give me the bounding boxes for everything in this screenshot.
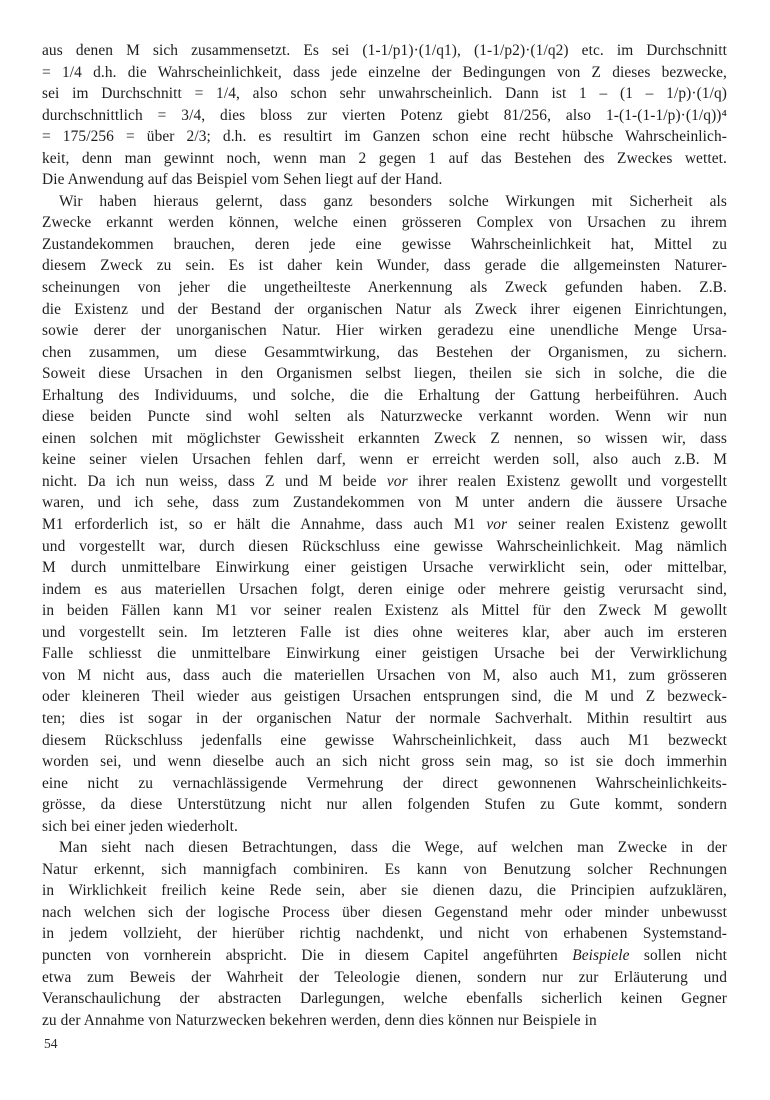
text-line [42,126,727,148]
text-line [42,406,727,428]
text-segment: und vorgestellt war, durch diesen Rückschluss eine gewisse Wahrscheinlichkeit. Mag nämlich [42,537,727,555]
text-line [42,837,727,859]
text-line [42,255,727,277]
text-line [42,730,727,752]
text-line [42,320,727,342]
text-segment: seiner realen Existenz gewollt [507,516,727,534]
text-segment: M1 erforderlich ist, so er hält die Annahme, dass auch M1 [42,516,487,534]
text-line [42,945,727,967]
text-segment: nicht. Da ich nun weiss, dass Z und M beide [42,472,387,490]
text-line [42,557,727,579]
emphasized-text: vor [486,516,508,534]
text-line [42,665,727,687]
text-line [42,536,727,558]
text-line [42,859,727,881]
text-segment: keit, denn man gewinnt noch, wenn man 2 gegen 1 auf das Bestehen des Zweckes wettet. [42,149,727,167]
text-line [42,686,727,708]
page-number: 54 [44,1036,58,1051]
body-text [42,40,727,1031]
text-segment: sei im Durchschnitt = 1/4, also schon sehr unwahrscheinlich. Dann ist 1 – (1 – 1/p)·(1/q) [42,85,727,103]
text-line [42,579,727,601]
text-segment: indem es aus materiellen Ursachen folgt, deren einige oder mehrere geistig verursacht sind, [42,580,727,598]
text-line [42,363,727,385]
text-segment: nach welchen sich der logische Process über diesen Gegenstand mehr oder minder unbewusst [42,903,727,921]
text-line [42,277,727,299]
text-segment: Zustandekommen brauchen, deren jede eine gewisse Wahrscheinlichkeit hat, Mittel zu [42,235,727,253]
text-line [42,449,727,471]
text-segment: = 1/4 d.h. die Wahrscheinlichkeit, dass jede einzelne der Bedingungen von Z dieses bezwecke, [42,63,727,81]
text-segment: diesem Zweck zu sein. Es ist daher kein Wunder, dass gerade die allgemeinsten Naturer- [42,257,727,275]
text-segment: sollen nicht [629,946,727,964]
paragraph [42,837,727,1031]
text-segment: eine nicht zu vernachlässigende Vermehrung der direct gewonnenen Wahrscheinlichkeits- [42,774,727,792]
text-line [42,234,727,256]
text-line [42,428,727,450]
text-segment: waren, und ich sehe, dass zum Zustandekommen von M unter andern die äussere Ursache [42,494,727,512]
text-segment: worden sei, und wenn dieselbe auch an sich nicht gross sein mag, so ist sie doch immerhin [42,753,727,771]
text-segment: in beiden Fällen kann M1 vor seiner realen Existenz als Mittel für den Zweck M gewollt [42,602,727,620]
text-segment: Natur erkennt, sich mannigfach combiniren. Es kann von Benutzung solcher Rechnungen [42,860,727,878]
text-line [42,62,727,84]
text-line [42,923,727,945]
text-line [42,169,727,191]
text-segment: ihrer realen Existenz gewollt und vorgestellt [407,472,727,490]
text-segment: puncten von vornherein abspricht. Die in diesem Capitel angeführten [42,946,573,964]
text-line [42,148,727,170]
text-segment: in jedem vollzieht, der hierüber richtig nachdenkt, und nicht von erhabenen Systemstand- [42,925,727,943]
text-segment: Veranschaulichung der abstracten Darlegungen, welche ebenfalls sicherlich keinen Gegner [42,990,727,1008]
paragraph [42,40,727,191]
text-segment: oder kleineren Theil wieder aus geistigen Ursachen entsprungen sind, die M und Z bezweck- [42,688,727,706]
text-segment: ten; dies ist sogar in der organischen Natur der normale Sachverhalt. Mithin resultirt aus [42,709,727,727]
text-line [42,514,727,536]
text-line [42,794,727,816]
text-segment: Zwecke erkannt werden können, welche einen grösseren Complex von Ursachen zu ihrem [42,214,727,232]
text-line [42,708,727,730]
text-segment: in Wirklichkeit freilich keine Rede sein, aber sie dienen dazu, die Principien aufzuklären, [42,882,727,900]
text-segment: und vorgestellt sein. Im letzteren Falle ist dies ohne weiteres klar, aber auch im ersteren [42,623,727,641]
text-line [42,212,727,234]
text-line [42,816,727,838]
emphasized-text: vor [386,472,408,490]
text-segment: grösse, da diese Unterstützung nicht nur allen folgenden Stufen zu Gute kommt, sondern [42,796,727,814]
text-segment: scheinungen von jeher die ungetheilteste Anerkennung als Zweck gefunden haben. Z.B. [42,279,727,297]
text-segment: aus denen M sich zusammensetzt. Es sei (1-1/p1)·(1/q1), (1-1/p2)·(1/q2) etc. im Durchschnitt [42,42,727,59]
text-segment: Man sieht nach diesen Betrachtungen, dass die Wege, auf welchen man Zwecke in der [59,839,727,857]
text-segment: keine seiner vielen Ursachen fehlen darf, wenn er erreicht werden soll, also auch z.B. M [42,451,727,469]
text-segment: sowie derer der unorganischen Natur. Hier wirken geradezu eine unendliche Menge Ursa- [42,322,727,340]
text-segment: chen zusammen, um diese Gesammtwirkung, das Bestehen der Organismen, zu sichern. [42,343,727,361]
text-line [42,342,727,364]
text-line [42,643,727,665]
text-line [42,105,727,127]
text-segment: die Existenz und der Bestand der organischen Natur als Zweck ihrer eigenen Einrichtungen, [42,300,727,318]
text-segment: Falle schliesst die unmittelbare Einwirkung einer geistigen Ursache bei der Verwirklichung [42,645,727,663]
text-segment: zu der Annahme von Naturzwecken bekehren werden, denn dies können nur Beispiele in [42,1011,597,1029]
emphasized-text: Beispiele [572,946,630,964]
text-line [42,40,727,62]
text-segment: einen solchen mit möglichster Gewissheit erkannten Zweck Z nennen, so wissen wir, dass [42,429,727,447]
text-segment: Die Anwendung auf das Beispiel vom Sehen liegt auf der Hand. [42,171,443,189]
text-line [42,191,727,213]
text-segment: etwa zum Beweis der Wahrheit der Teleologie dienen, sondern nur zur Erläuterung und [42,968,727,986]
text-segment: = 175/256 = über 2/3; d.h. es resultirt im Ganzen schon eine recht hübsche Wahrscheinlich- [42,128,727,146]
text-segment: Wir haben hieraus gelernt, dass ganz besonders solche Wirkungen mit Sicherheit als [59,192,727,210]
text-segment: von M nicht aus, dass auch die materiellen Ursachen von M, also auch M1, zum grösseren [42,666,727,684]
text-line [42,988,727,1010]
text-segment: Erhaltung des Individuums, und solche, die die Erhaltung der Gattung herbeiführen. Auch [42,386,727,404]
text-line [42,1010,727,1032]
text-line [42,902,727,924]
text-line [42,299,727,321]
text-segment: diese beiden Puncte sind wohl selten als Naturzwecke verkannt worden. Wenn wir nun [42,408,727,426]
paragraph [42,191,727,837]
text-segment: M durch unmittelbare Einwirkung einer geistigen Ursache verwirklicht sein, oder mittelbar, [42,559,727,577]
text-segment: sich bei einer jeden wiederholt. [42,817,238,835]
text-segment: Soweit diese Ursachen in den Organismen selbst liegen, theilen sie sich in solche, die die [42,365,727,383]
text-segment: durchschnittlich = 3/4, dies bloss zur vierten Potenz giebt 81/256, also 1-(1-(1-1/p)·(1/q))⁴ [42,106,727,124]
text-line [42,622,727,644]
text-line [42,600,727,622]
text-line [42,385,727,407]
text-line [42,492,727,514]
text-line [42,967,727,989]
text-segment: diesem Rückschluss jedenfalls eine gewisse Wahrscheinlichkeit, dass auch M1 bezweckt [42,731,727,749]
text-line [42,83,727,105]
text-line [42,751,727,773]
text-line [42,773,727,795]
text-line [42,880,727,902]
text-line [42,471,727,493]
